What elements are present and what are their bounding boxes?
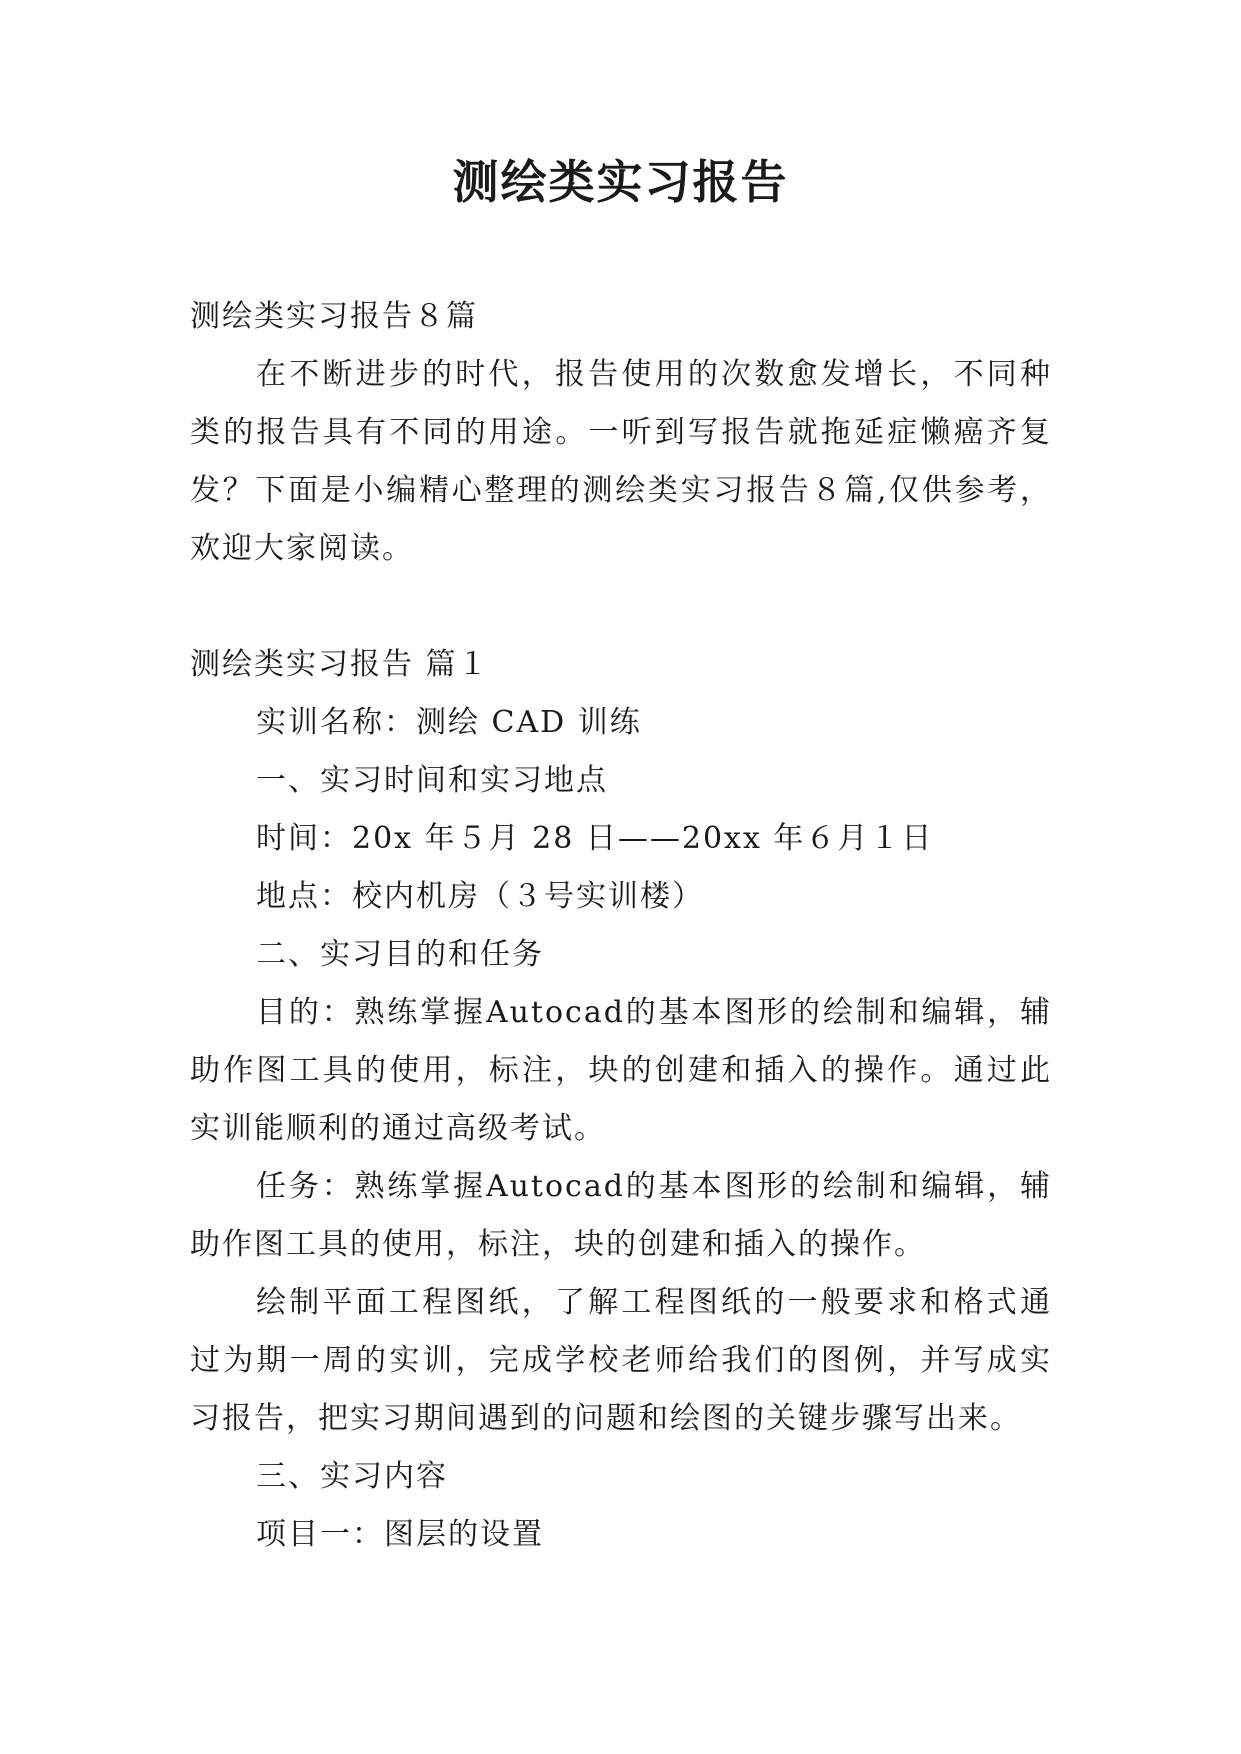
document-subtitle: 测绘类实习报告８篇 [190,299,478,334]
document-body [190,288,1052,1564]
intro-paragraph: 在不断进步的时代，报告使用的次数愈发增长，不同种类的报告具有不同的用途。一听到写报告就拖延症懒癌齐复发？下面是小编精心整理的测绘类实习报告８篇,仅供参考，欢迎大家阅读。 [190,357,1052,566]
place-line: 地点：校内机房（３号实训楼） [256,879,704,914]
heading-purpose-task: 二、实习目的和任务 [256,937,544,972]
time-line: 时间：20x 年５月 28 日——20xx 年６月１日 [256,821,934,856]
project-one-line: 项目一：图层的设置 [256,1517,544,1552]
purpose-paragraph: 目的：熟练掌握Autocad的基本图形的绘制和编辑，辅助作图工具的使用，标注，块的创建和插入的操作。通过此实训能顺利的通过高级考试。 [190,995,1052,1146]
training-name: 实训名称：测绘 CAD 训练 [256,705,642,740]
drawing-paragraph: 绘制平面工程图纸，了解工程图纸的一般要求和格式通过为期一周的实训，完成学校老师给我们的图例，并写成实习报告，把实习期间遇到的问题和绘图的关键步骤写出来。 [190,1285,1052,1436]
document-title: 测绘类实习报告 [452,155,789,209]
section-gap [190,578,1052,636]
section-heading: 测绘类实习报告 篇１ [190,647,490,682]
heading-time-place: 一、实习时间和实习地点 [256,763,608,798]
task-paragraph: 任务：熟练掌握Autocad的基本图形的绘制和编辑，辅助作图工具的使用，标注，块的创建和插入的操作。 [190,1169,1052,1262]
heading-content: 三、实习内容 [256,1459,448,1494]
